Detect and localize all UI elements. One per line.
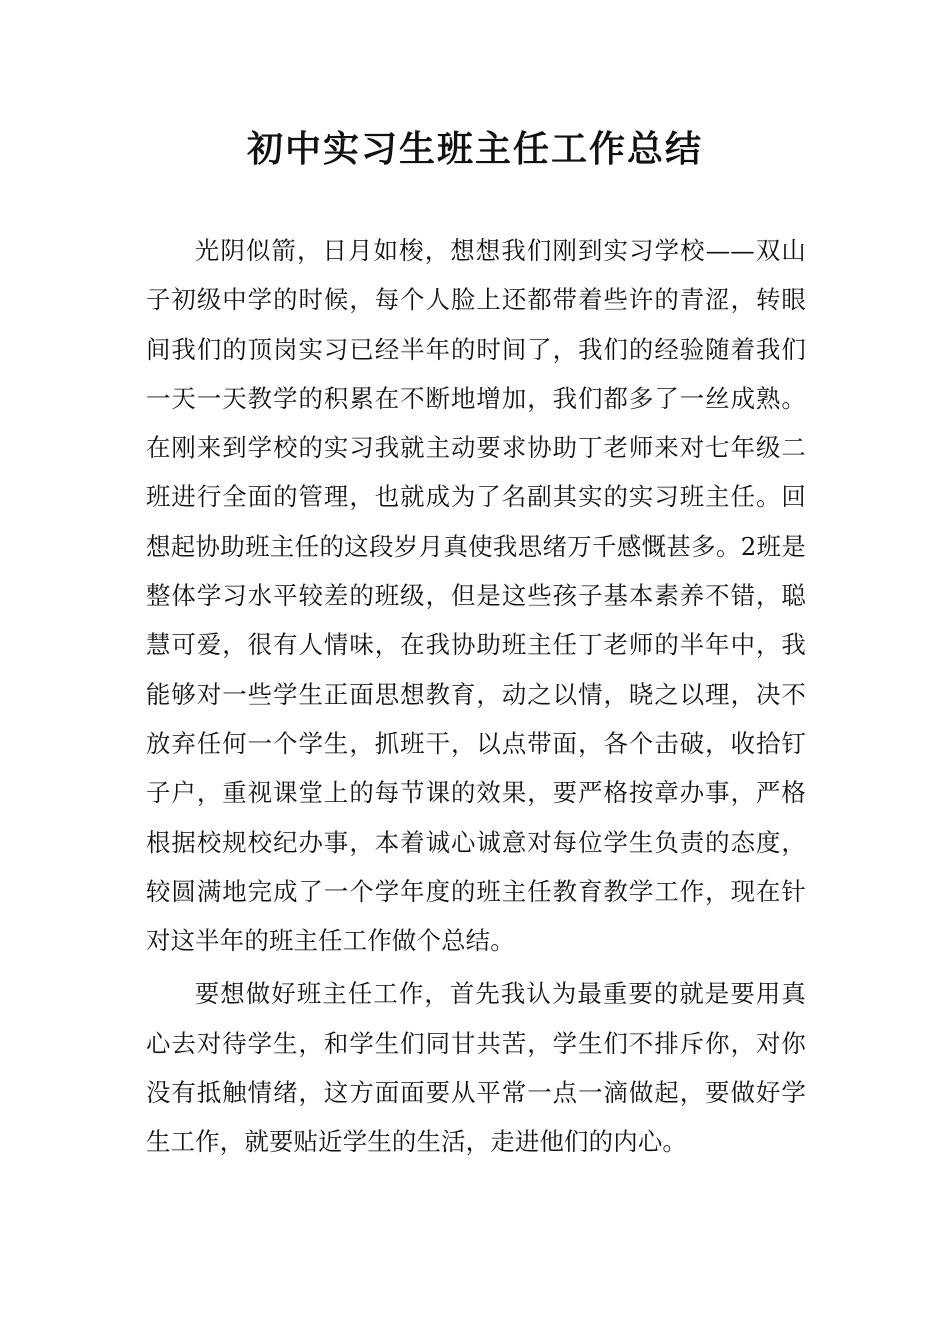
paragraph-2: 要想做好班主任工作，首先我认为最重要的就是要用真心去对待学生，和学生们同甘共苦，学生们不排斥你，对你没有抵触情绪，这方面面要从平常一点一滴做起，要做好学生工作，就要贴近学生的生活，走进他们的内心。 — [146, 979, 806, 1157]
paragraph-1: 光阴似箭，日月如梭，想想我们刚到实习学校——双山子初级中学的时候，每个人脸上还都带着些许的青涩，转眼间我们的顶岗实习已经半年的时间了，我们的经验随着我们一天一天教学的积累在不断地增加，我们都多了一丝成熟。在刚来到学校的实习我就主动要求协助丁老师来对七年级二班进行全面的管理，也就成为了名副其实的实习班主任。回想起协助班主任的这段岁月真使我思绪万千感慨甚多。2班是整体学习水平较差的班级，但是这些孩子基本素养不错，聪慧可爱，很有人情味，在我协助班主任丁老师的半年中，我能够对一些学生正面思想教育，动之以情，晓之以理，决不放弃任何一个学生，抓班干，以点带面，各个击破，收拾钉子户，重视课堂上的每节课的效果，要严格按章办事，严格根据校规校纪办事，本着诚心诚意对每位学生负责的态度，较圆满地完成了一个学年度的班主任教育教学工作，现在针对这半年的班主任工作做个总结。 — [146, 236, 806, 956]
document-body — [146, 226, 806, 1167]
document-title: 初中实习生班主任工作总结 — [246, 129, 703, 170]
